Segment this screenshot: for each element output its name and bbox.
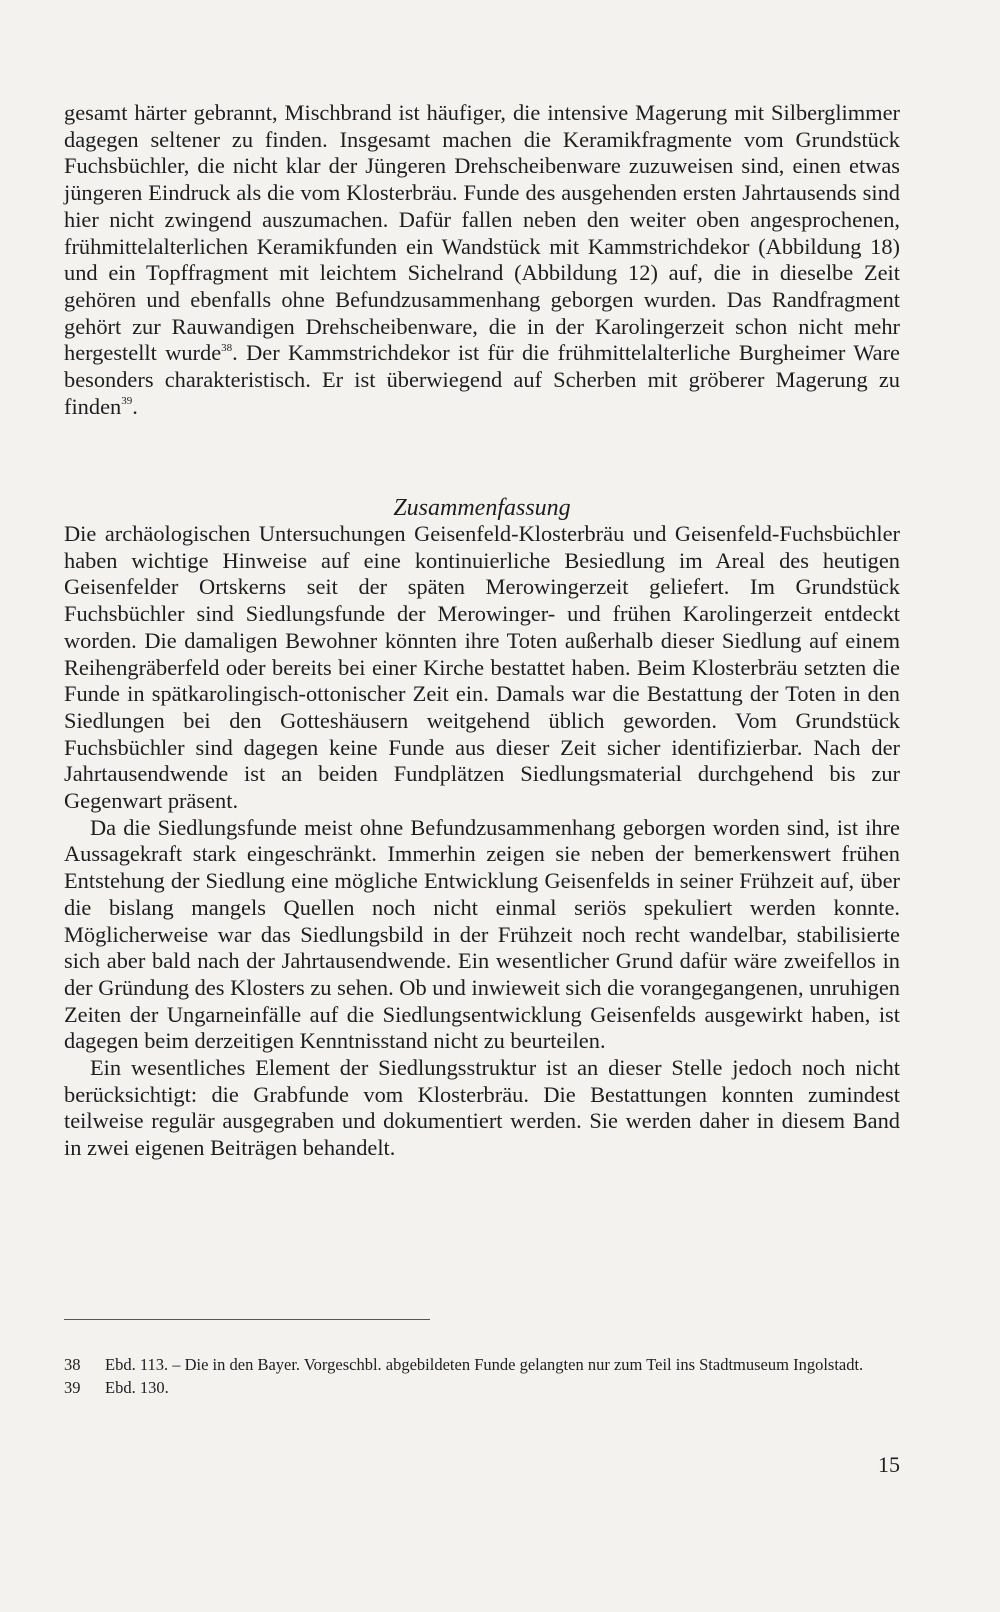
footnote-divider bbox=[64, 1319, 430, 1320]
footnotes bbox=[64, 1354, 900, 1399]
footnote-number: 39 bbox=[64, 1377, 81, 1397]
paragraph-text: . Der Kammstrichdekor ist für die frühmittelalterliche Burgheimer Ware besonders charakteristisch. Er ist überwiegend auf Scherben mit gröberer Magerung zu finden bbox=[64, 340, 900, 419]
paragraph: Die archäologischen Untersuchungen Geisenfeld-Klosterbräu und Geisenfeld-Fuchsbüchler haben wichtige Hinweise auf eine kontinuierliche Besiedlung im Areal des heutigen Geisenfelder Ortskerns seit der späten Merowingerzeit geliefert. Im Grundstück Fuchsbüchler sind Siedlungsfunde der Merowinger- und frühen Karolingerzeit entdeckt worden. Die damaligen Bewohner könnten ihre Toten außerhalb dieser Siedlung auf einem Reihengräberfeld oder bereits bei einer Kirche bestattet haben. Beim Klosterbräu setzten die Funde in spätkarolingisch-ottonischer Zeit ein. Damals war die Bestattung der Toten in den Siedlungen bei den Gotteshäusern weitgehend üblich geworden. Vom Grundstück Fuchsbüchler sind dagegen keine Funde aus dieser Zeit sicher identifizierbar. Nach der Jahrtausendwende ist an beiden Fundplätzen Siedlungsmaterial durchgehend bis zur Gegenwart präsent. bbox=[64, 521, 900, 814]
page-number: 15 bbox=[878, 1452, 900, 1477]
paragraph bbox=[64, 100, 900, 420]
body-text-summary bbox=[64, 521, 900, 1162]
footnote-reference[interactable]: 38 bbox=[221, 341, 233, 354]
paragraph-text: gesamt härter gebrannt, Mischbrand ist häufiger, die intensive Magerung mit Silberglimmer dagegen seltener zu finden. Insgesamt machen die Keramikfragmente vom Grundstück Fuchsbüchler, die nicht klar der Jüngeren Drehscheibenware zuzuweisen sind, einen etwas jüngeren Eindruck als die vom Klosterbräu. Funde des ausgehenden ersten Jahrtausends sind hier nicht zwingend auszumachen. Dafür fallen neben den weiter oben angesprochenen, frühmittelalterlichen Keramikfunden ein Wandstück mit Kammstrichdekor (Abbildung 18) und ein Topffragment mit leichtem Sichelrand (Abbildung 12) auf, die in dieselbe Zeit gehören und ebenfalls ohne Befundzusammenhang geborgen wurden. Das Randfragment gehört zur Rauwandigen Drehscheibenware, die in der Karolingerzeit schon nicht mehr hergestellt wurde bbox=[64, 100, 900, 366]
paragraph-text: . bbox=[132, 393, 138, 419]
footnote-reference[interactable]: 39 bbox=[121, 395, 133, 408]
section-heading: Zusammenfassung bbox=[393, 495, 571, 521]
body-text-upper bbox=[64, 100, 900, 420]
footnote-text: Ebd. 130. bbox=[105, 1377, 169, 1397]
footnote-text: Ebd. 113. – Die in den Bayer. Vorgeschbl. abgebildeten Funde gelangten nur zum Teil ins Stadtmuseum Ingolstadt. bbox=[105, 1355, 864, 1374]
footnote bbox=[64, 1354, 900, 1377]
paragraph: Ein wesentliches Element der Siedlungsstruktur ist an dieser Stelle jedoch noch nicht berücksichtigt: die Grabfunde vom Klosterbräu. Die Bestattungen konnten zumindest teilweise regulär ausgegraben und dokumentiert werden. Sie werden daher in diesem Band in zwei eigenen Beiträgen behandelt. bbox=[64, 1055, 900, 1161]
paragraph: Da die Siedlungsfunde meist ohne Befundzusammenhang geborgen worden sind, ist ihre Aussagekraft stark eingeschränkt. Immerhin zeigen sie neben der bemerkenswert frühen Entstehung der Siedlung eine mögliche Entwicklung Geisenfelds in seiner Frühzeit auf, über die bislang mangels Quellen noch nicht einmal seriös spekuliert werden konnte. Möglicherweise war das Siedlungsbild in der Frühzeit noch recht wandelbar, stabilisierte sich aber bald nach der Jahrtausendwende. Ein wesentlicher Grund dafür wäre zweifellos in der Gründung des Klosters zu sehen. Ob und inwieweit sich die vorangegangenen, unruhigen Zeiten der Ungarneinfälle auf die Siedlungsentwicklung Geisenfelds ausgewirkt haben, ist dagegen beim derzeitigen Kenntnisstand nicht zu beurteilen. bbox=[64, 814, 900, 1054]
footnote bbox=[64, 1377, 900, 1400]
footnote-number: 38 bbox=[64, 1355, 81, 1374]
